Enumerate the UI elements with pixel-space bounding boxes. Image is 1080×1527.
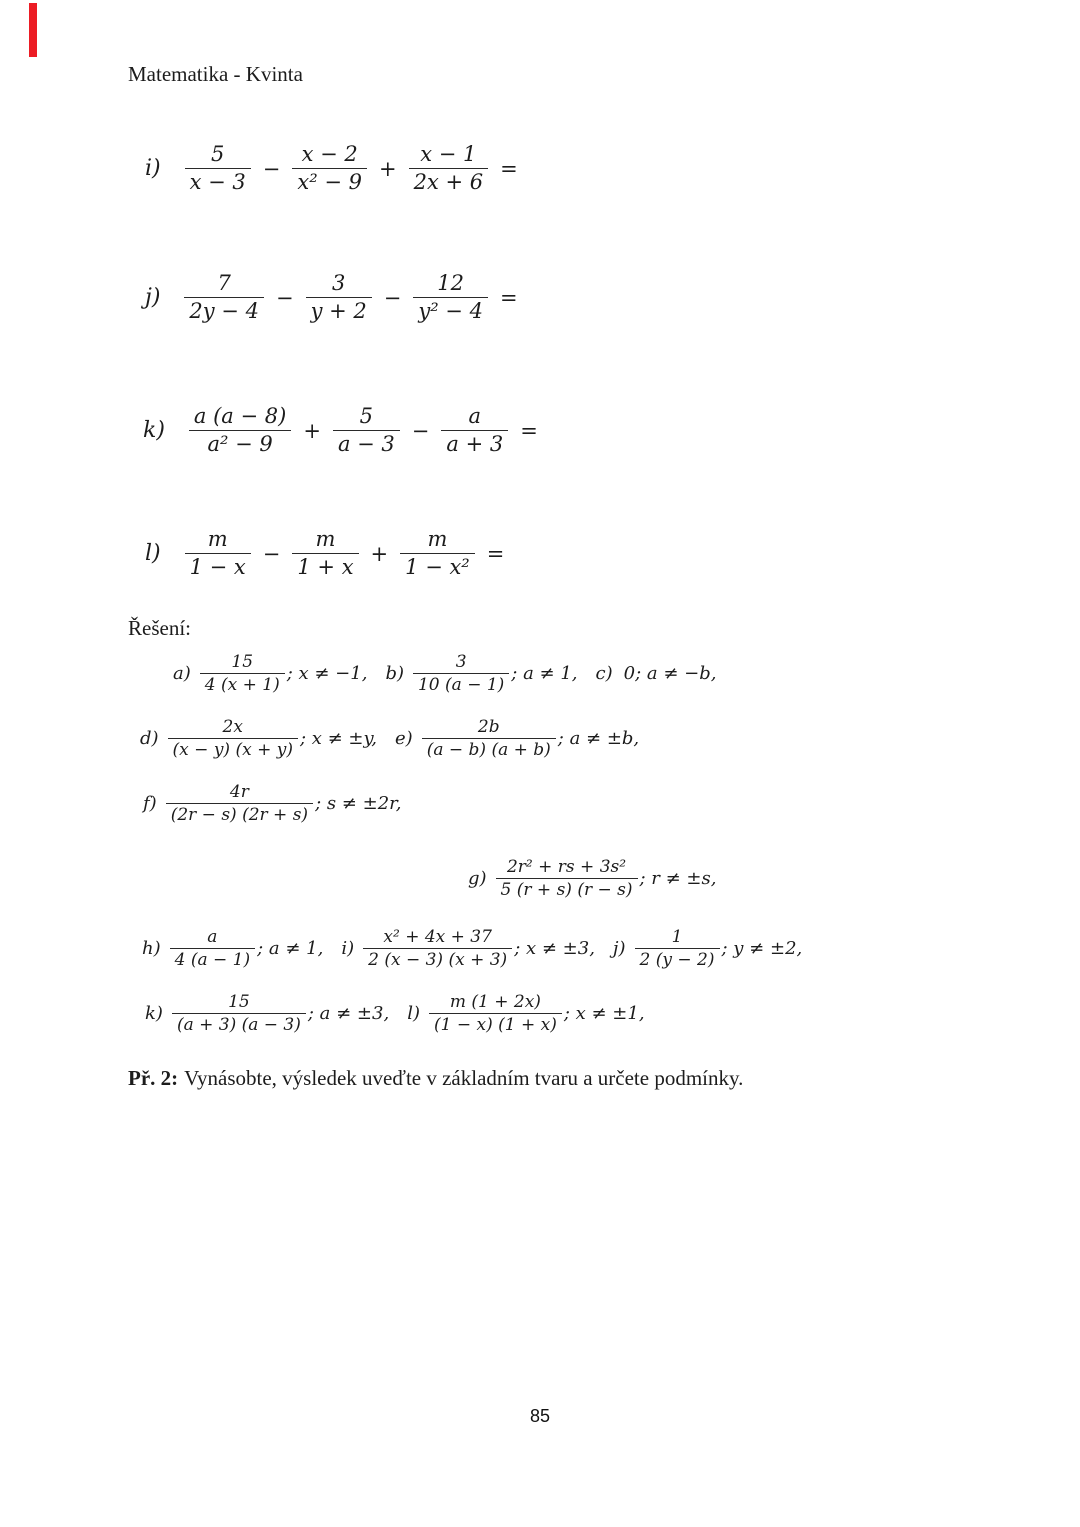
problem-label: j) (145, 285, 161, 311)
fraction (496, 856, 638, 901)
fraction-denominator: y² − 4 (413, 297, 488, 325)
solution-condition: ; a ≠ ±b, (557, 728, 640, 750)
fraction (184, 270, 264, 326)
solution-label: i) (341, 938, 355, 960)
fraction (422, 716, 556, 761)
fraction (400, 526, 475, 582)
fraction-denominator: a + 3 (441, 430, 508, 458)
fraction (363, 926, 512, 971)
fraction (333, 403, 400, 459)
solution-row (173, 651, 716, 696)
fraction (185, 526, 251, 582)
fraction-numerator: m (315, 527, 336, 551)
fraction (306, 270, 372, 326)
solution-condition: ; a ≠ ±3, (307, 1003, 390, 1025)
math-operator: = (486, 541, 505, 566)
math-operator: − (262, 156, 281, 181)
fraction-numerator: 4r (229, 782, 249, 802)
fraction-numerator: 3 (455, 652, 467, 672)
fraction (429, 991, 562, 1036)
fraction-numerator: a (468, 404, 482, 428)
fraction-denominator: 5 (r + s) (r − s) (496, 878, 638, 901)
fraction-numerator: 2b (477, 717, 500, 737)
fraction-numerator: 5 (359, 404, 374, 428)
fraction (172, 991, 306, 1036)
fraction-denominator: 2y − 4 (184, 297, 264, 325)
math-operator: + (370, 541, 389, 566)
solution-label: l) (407, 1003, 420, 1025)
solution-condition: ; s ≠ ±2r, (315, 793, 402, 815)
fraction (189, 403, 291, 459)
math-operator: = (499, 285, 518, 310)
solution-label: b) (385, 663, 404, 685)
solution-label: a) (173, 663, 191, 685)
problem-row (143, 403, 550, 459)
fraction-denominator: 10 (a − 1) (413, 673, 509, 696)
problem-row (145, 526, 516, 582)
math-operator: + (378, 156, 397, 181)
solution-label: f) (143, 793, 157, 815)
fraction-denominator: 1 − x² (400, 553, 475, 581)
fraction (166, 781, 313, 826)
fraction (200, 651, 285, 696)
exercise-2-line (128, 1066, 743, 1091)
fraction-numerator: x − 1 (420, 142, 477, 166)
fraction-denominator: (a − b) (a + b) (422, 738, 556, 761)
math-operator: − (262, 541, 281, 566)
fraction-numerator: 5 (211, 142, 225, 166)
fraction-denominator: (2r − s) (2r + s) (166, 803, 313, 826)
solution-row (468, 856, 716, 901)
fraction-numerator: 7 (217, 271, 231, 295)
fraction (185, 141, 251, 197)
math-operator: = (520, 418, 538, 443)
fraction-denominator: 2 (x − 3) (x + 3) (363, 948, 512, 971)
fraction-numerator: m (427, 527, 448, 551)
solution-condition: ; y ≠ ±2, (721, 938, 803, 960)
math-operator: − (275, 285, 294, 310)
fraction-numerator: m (1 + 2x) (449, 992, 541, 1012)
solution-label: e) (395, 728, 413, 750)
solution-condition: ; x ≠ ±y, (299, 728, 378, 750)
fraction-numerator: a (a − 8) (193, 404, 287, 428)
solution-condition: 0; a ≠ −b, (623, 663, 717, 685)
fraction (168, 716, 298, 761)
page-number: 85 (529, 1406, 551, 1426)
red-marker-bar (29, 3, 37, 57)
solutions-heading: Řešení: (128, 616, 191, 640)
fraction-numerator: x² + 4x + 37 (383, 927, 492, 947)
math-operator: + (303, 418, 321, 443)
solution-label: k) (145, 1003, 163, 1025)
solution-row (140, 716, 639, 761)
fraction-numerator: 15 (228, 992, 250, 1012)
exercise-2-label: Př. 2: (128, 1066, 179, 1090)
problem-label: k) (143, 418, 165, 444)
solution-condition: ; x ≠ −1, (286, 663, 368, 685)
fraction (441, 403, 508, 459)
fraction (292, 141, 367, 197)
fraction-numerator: x − 2 (301, 142, 358, 166)
fraction-numerator: 3 (331, 271, 346, 295)
fraction (170, 926, 256, 971)
solution-label: d) (140, 728, 159, 750)
solution-row (143, 781, 402, 826)
solution-label: j) (612, 938, 626, 960)
fraction-numerator: 2x (222, 717, 243, 737)
solution-condition: ; a ≠ 1, (511, 663, 578, 685)
fraction-denominator: 4 (x + 1) (200, 673, 285, 696)
fraction (413, 270, 488, 326)
solution-label: h) (142, 938, 161, 960)
fraction-denominator: (a + 3) (a − 3) (172, 1013, 306, 1036)
page-header-title: Matematika - Kvinta (128, 62, 303, 86)
problem-label: i) (145, 156, 161, 182)
fraction (413, 651, 509, 696)
solution-condition: ; r ≠ ±s, (639, 868, 717, 890)
fraction-denominator: a² − 9 (189, 430, 291, 458)
solution-condition: ; a ≠ 1, (257, 938, 324, 960)
fraction-numerator: a (207, 927, 218, 947)
solution-condition: ; x ≠ ±1, (563, 1003, 645, 1025)
fraction-denominator: x − 3 (185, 168, 251, 196)
math-operator: − (411, 418, 430, 443)
fraction-denominator: 1 + x (292, 553, 358, 581)
solution-label: c) (595, 663, 613, 685)
fraction (635, 926, 720, 971)
fraction-denominator: a − 3 (333, 430, 400, 458)
fraction-denominator: y + 2 (306, 297, 372, 325)
fraction-denominator: 4 (a − 1) (170, 948, 256, 971)
problem-row (145, 141, 530, 197)
fraction-denominator: x² − 9 (292, 168, 367, 196)
fraction-numerator: 2r² + rs + 3s² (506, 857, 627, 877)
fraction-denominator: (1 − x) (1 + x) (429, 1013, 562, 1036)
fraction (292, 526, 358, 582)
solution-row (145, 991, 645, 1036)
math-operator: − (383, 285, 402, 310)
problem-row (145, 270, 530, 326)
fraction-numerator: 12 (437, 271, 464, 295)
fraction-denominator: 2 (y − 2) (635, 948, 720, 971)
fraction-numerator: m (207, 527, 228, 551)
solution-condition: ; x ≠ ±3, (514, 938, 595, 960)
math-operator: = (500, 156, 518, 181)
problem-label: l) (145, 541, 161, 567)
exercise-2-text: Vynásobte, výsledek uveďte v základním tvaru a určete podmínky. (184, 1066, 744, 1090)
fraction-denominator: (x − y) (x + y) (168, 738, 298, 761)
solution-label: g) (468, 868, 487, 890)
fraction-denominator: 2x + 6 (409, 168, 489, 196)
fraction-numerator: 15 (231, 652, 254, 672)
fraction-numerator: 1 (671, 927, 683, 947)
solution-row (142, 926, 802, 971)
fraction (409, 141, 489, 197)
fraction-denominator: 1 − x (185, 553, 251, 581)
